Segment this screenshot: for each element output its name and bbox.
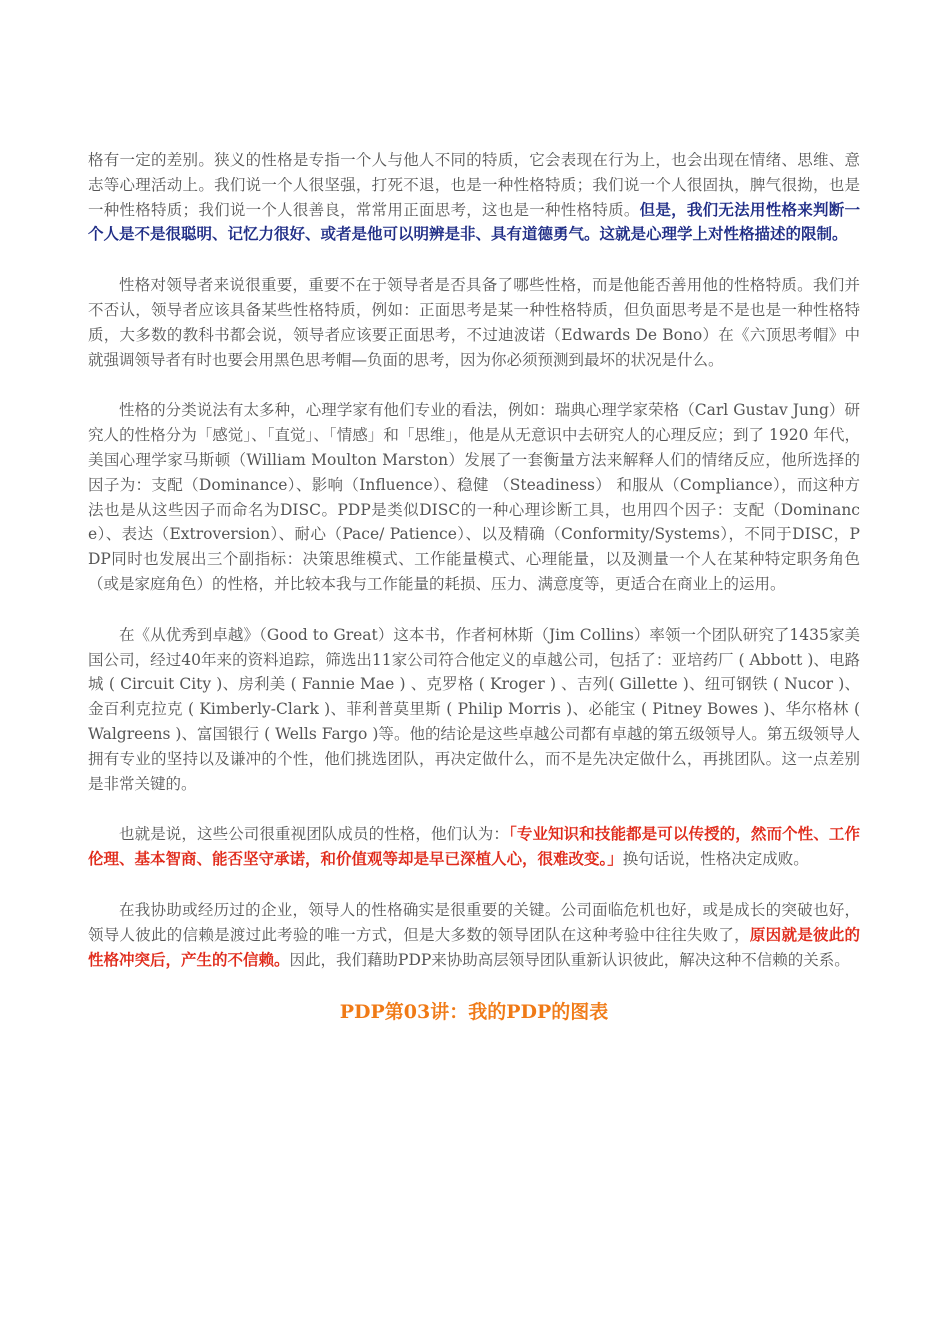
paragraph-5-text: 也就是说，这些公司很重视团队成员的性格，他们认为： xyxy=(119,825,510,844)
section-heading: PDP第03讲：我的PDP的图表 xyxy=(339,1001,609,1024)
paragraph-1 xyxy=(88,148,860,247)
paragraph-6-emphasis: 原因就是彼此的性格冲突后，产生的不信赖。 xyxy=(88,924,860,969)
document-body xyxy=(88,148,860,1026)
paragraph-3: 性格的分类说法有太多种，心理学家有他们专业的看法，例如：瑞典心理学家荣格（Carl Gustav Jung）研究人的性格分为「感觉」、「直觉」、「情感」和「思维」，他是从无意识中去研究人的心理反应；到了 1920 年代，美国心理学家马斯顿（William Moulton Marston）发展了一套衡量方法来解释人们的情绪反应，他所选择的因子为：支配（Dominance）、影响（Influence）、稳健 （Steadiness） 和服从（Compliance），而这种方法也是从这些因子而命名为DISC。PDP是类似DISC的一种心理诊断工具，也用四个因子：支配（Dominance）、表达（Extroversion）、耐心（Pace/ Patience）、以及精确（Conformity/Systems），不同于DISC，PDP同时也发展出三个副指标：决策思维模式、工作能量模式、心理能量，以及测量一个人在某种特定职务角色（或是家庭角色）的性格，并比较本我与工作能量的耗损、压力、满意度等，更适合在商业上的运用。 xyxy=(88,401,860,593)
paragraph-5-text-after: 换句话说，性格决定成败。 xyxy=(622,850,809,869)
paragraph-1-emphasis: 但是，我们无法用性格来判断一个人是不是很聪明、记忆力很好、或者是他可以明辨是非、具有道德勇气。这就是心理学上对性格描述的限制。 xyxy=(88,199,860,244)
paragraph-6-text-after: 因此，我们藉助PDP来协助高层领导团队重新认识彼此，解决这种不信赖的关系。 xyxy=(289,950,850,969)
paragraph-4: 在《从优秀到卓越》（Good to Great）这本书，作者柯林斯（Jim Collins）率领一个团队研究了1435家美国公司，经过40年来的资料追踪，筛选出11家公司符合他定义的卓越公司，包括了：亚培药厂 ( Abbott )、电路城 ( Circuit City )、房利美 ( Fannie Mae ) 、克罗格 ( Kroger ) 、吉列( Gillette )、纽可钢铁 ( Nucor )、金百利克拉克 ( Kimberly-Clark )、菲利普莫里斯 ( Philip Morris )、必能宝 ( Pitney Bowes )、华尔格林 ( Walgreens )、富国银行 ( Wells Fargo )等。他的结论是这些卓越公司都有卓越的第五级领导人。第五级领导人拥有专业的坚持以及谦冲的个性，他们挑选团队，再决定做什么，而不是先决定做什么，再挑团队。这一点差别是非常关键的。 xyxy=(88,625,860,793)
paragraph-2: 性格对领导者来说很重要，重要不在于领导者是否具备了哪些性格，而是他能否善用他的性格特质。我们并不否认，领导者应该具备某些性格特质，例如：正面思考是某一种性格特质，但负面思考是不是也是一种性格特质，大多数的教科书都会说，领导者应该要正面思考，不过迪波诺（Edwards De Bono）在《六顶思考帽》中就强调领导者有时也要会用黑色思考帽—负面的思考，因为你必须预测到最坏的状况是什么。 xyxy=(88,276,860,369)
paragraph-5-emphasis: 「专业知识和技能都是可以传授的，然而个性、工作伦理、基本智商、能否坚守承诺，和价值观等却是早已深植人心，很难改变。」 xyxy=(88,824,860,869)
paragraph-5 xyxy=(88,822,860,872)
paragraph-6-text: 在我协助或经历过的企业，领导人的性格确实是很重要的关键。公司面临危机也好，或是成长的突破也好，领导人彼此的信赖是渡过此考验的唯一方式，但是大多数的领导团队在这种考验中往往失败了， xyxy=(88,900,860,944)
paragraph-1-text: 格有一定的差别。狭义的性格是专指一个人与他人不同的特质，它会表现在行为上，也会出现在情绪、思维、意志等心理活动上。我们说一个人很坚强，打死不退，也是一种性格特质；我们说一个人很固执，脾气很拗，也是一种性格特质；我们说一个人很善良，常常用正面思考，这也是一种性格特质。 xyxy=(88,151,860,219)
paragraph-6 xyxy=(88,898,860,972)
